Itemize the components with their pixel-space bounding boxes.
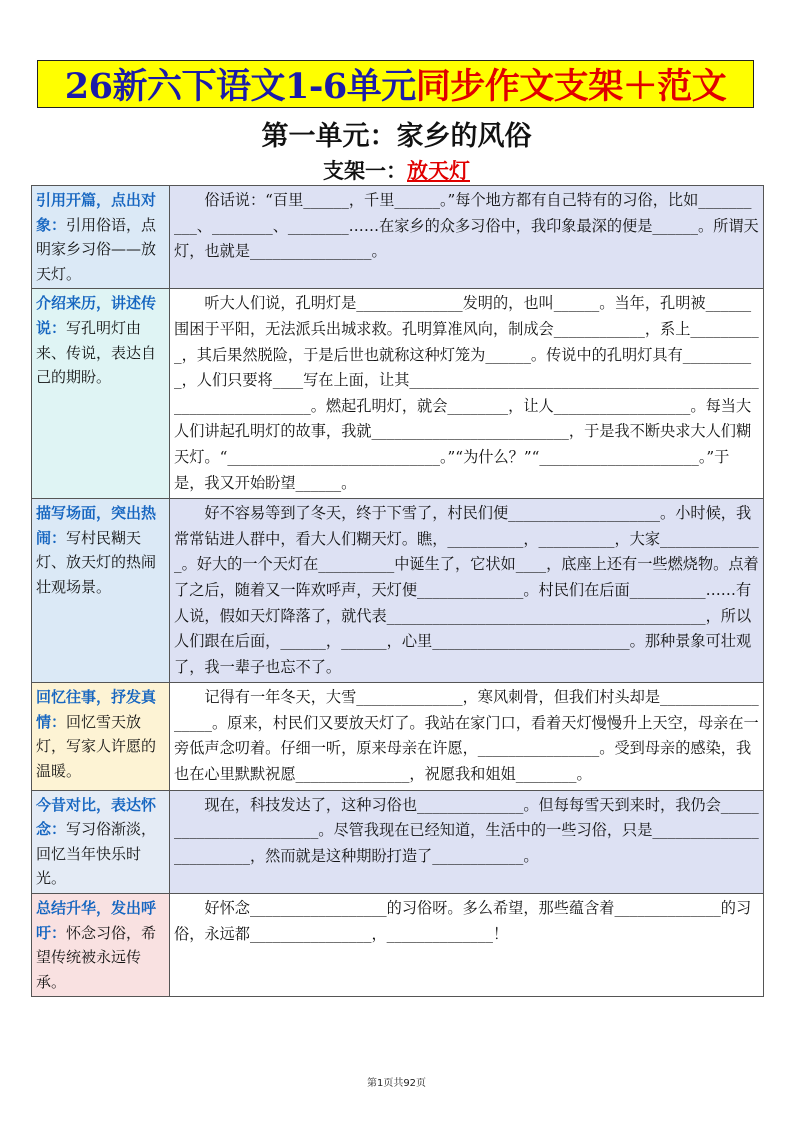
outline-row: [32, 894, 764, 997]
guide-description: 引用俗语，点明家乡习俗——放天灯。: [36, 215, 157, 283]
fill-in-paragraph: 现在，科技发达了，这种习俗也______________。但每每雪天到来时，我仍会________________________。尽管我现在已经知道，生活中的一些习俗，只是________________________，然而就是这种期盼打造了____________。: [174, 795, 759, 865]
guide-heading: 描写场面，突出热闹：: [36, 504, 157, 547]
page-number: 第1页共92页: [366, 1078, 427, 1089]
outline-text-cell: [170, 499, 764, 683]
guide-description: 回忆雪天放灯，写家人许愿的温暖。: [36, 712, 157, 781]
fill-in-paragraph: 好不容易等到了冬天，终于下雪了，村民们便____________________。小时候，我常常钻进人群中，看大人们糊天灯。瞧，__________，__________，大家______________。好大的一个天灯在__________中诞生了，它状如____，底座上还有一些燃烧物。点着了之后，随着又一阵欢呼声，天灯便______________。村民们在后面__________……有人说，假如天灯降落了，就代表__________________________________________，所以人们跟在后面，______，______，心里__________________________。那种景象可壮观了，我一辈子也忘不了。: [174, 504, 759, 676]
unit-title: 第一单元：家乡的风俗: [261, 121, 532, 152]
guide-description: 写村民糊天灯、放天灯的热闹壮观场景。: [36, 528, 157, 596]
fill-in-paragraph: 俗话说：“百里______，千里______。”每个地方都有自己特有的习俗，比如__________、________、________……在家乡的众多习俗中，我印象最深的便是______。所谓天灯，也就是________________。: [174, 191, 759, 261]
document-banner: [37, 60, 754, 108]
guide-heading: 介绍来历，讲述传说：: [36, 294, 157, 337]
fill-in-paragraph: 听大人们说，孔明灯是______________发明的，也叫______。当年，孔明被______围困于平阳，无法派兵出城求救。孔明算准风向，制成会____________，系上__________，其后果然脱险，于是后世也就称这种灯笼为______。传说中的孔明灯具有__________，人们只要将____写在上面，让其________________________________________________________________。燃起孔明灯，就会________，让人__________________。每当大人们讲起孔明灯的故事，我就__________________________，于是我不断央求大人们糊天灯。“____________________________。”“为什么？”“_____________________。”于是，我又开始盼望______。: [174, 294, 759, 492]
outline-row: [32, 499, 764, 683]
outline-guide-cell: [32, 289, 170, 499]
frame-title: [0, 155, 793, 185]
guide-description: 写孔明灯由来、传说，表达自己的期盼。: [36, 318, 157, 387]
guide-heading: 总结升华，发出呼吁：: [36, 899, 157, 942]
outline-row: [32, 790, 764, 893]
frame-label: 支架一：: [323, 158, 407, 183]
fill-in-paragraph: 好怀念__________________的习俗呀。多么希望，那些蕴含着______________的习俗，永远都________________，______________！: [174, 899, 752, 943]
outline-guide-cell: [32, 894, 170, 997]
outline-guide-cell: [32, 499, 170, 683]
outline-text-cell: [170, 683, 764, 790]
outline-guide-cell: [32, 683, 170, 790]
guide-description: 怀念习俗，希望传统被永远传承。: [36, 923, 157, 991]
outline-guide-cell: [32, 186, 170, 289]
outline-row: [32, 289, 764, 499]
banner-title-red: 同步作文支架＋范文: [415, 66, 727, 107]
guide-description: 写习俗渐淡，回忆当年快乐时光。: [36, 820, 157, 888]
outline-guide-cell: [32, 790, 170, 893]
outline-text-cell: [170, 186, 764, 289]
frame-name: 放天灯: [407, 158, 470, 183]
outline-text-cell: [170, 894, 764, 997]
outline-row: [32, 186, 764, 289]
guide-heading: 引用开篇，点出对象：: [36, 191, 157, 234]
guide-heading: 今昔对比，表达怀念：: [36, 795, 157, 839]
outline-row: [32, 683, 764, 790]
essay-outline-table: [31, 185, 764, 997]
outline-text-cell: [170, 790, 764, 893]
guide-heading: 回忆往事，抒发真情：: [36, 688, 157, 731]
banner-title-blue: 26新六下语文1-6单元: [64, 66, 416, 107]
fill-in-paragraph: 记得有一年冬天，大雪______________，寒风刺骨，但我们村头却是__________________。原来，村民们又要放天灯了。我站在家门口，看着天灯慢慢升上天空，母亲在一旁低声念叨着。仔细一听，原来母亲在许愿，________________。受到母亲的感染，我也在心里默默祝愿_______________，祝愿我和姐姐________。: [174, 688, 759, 784]
outline-text-cell: [170, 289, 764, 499]
